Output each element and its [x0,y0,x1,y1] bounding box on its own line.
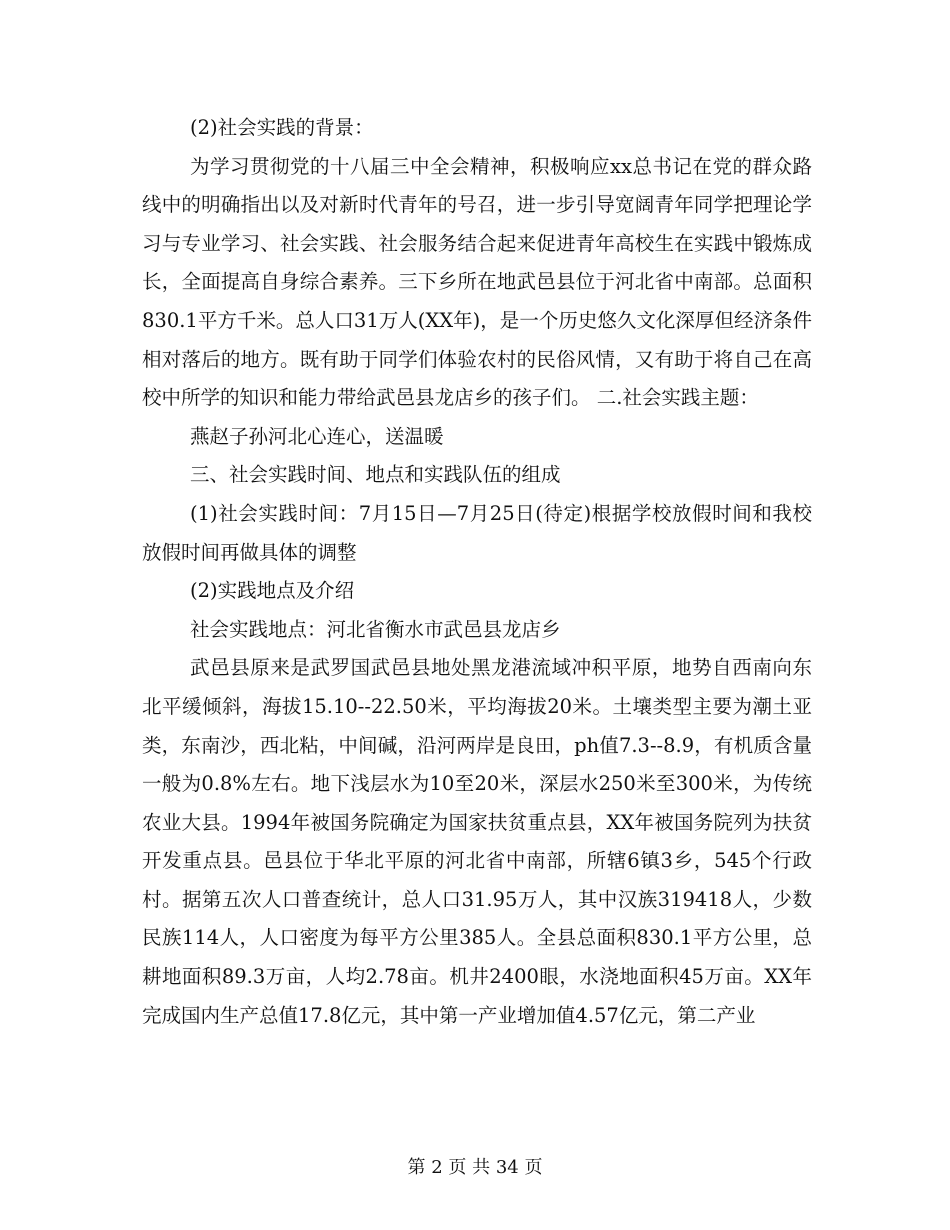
paragraph-background-text: 为学习贯彻党的十八届三中全会精神，积极响应xx总书记在党的群众路线中的明确指出以及对新时代青年的号召，进一步引导宽阔青年同学把理论学习与专业学习、社会实践、社会服务结合起来促进青年高校生在实践中锻炼成长，全面提高自身综合素养。三下乡所在地武邑县位于河北省中南部。总面积830.1平方千米。总人口31万人(XX年)，是一个历史悠久文化深厚但经济条件相对落后的地方。既有助于同学们体验农村的民俗风情，又有助于将自己在高校中所学的知识和能力带给武邑县龙店乡的孩子们。 二.社会实践主题： [142,154,812,410]
document-body [142,109,812,1035]
paragraph-background-heading: (2)社会实践的背景： [190,116,374,139]
page-footer: 第 2 页 共 34 页 [407,1157,543,1178]
paragraph-location-heading: (2)实践地点及介绍 [190,579,355,603]
paragraph-location: 社会实践地点：河北省衡水市武邑县龙店乡 [190,617,561,641]
paragraph-section-three-heading: 三、社会实践时间、地点和实践队伍的组成 [190,463,561,487]
paragraph-county-intro: 武邑县原来是武罗国武邑县地处黑龙港流域冲积平原，地势自西南向东北平缓倾斜，海拔15.10--22.50米，平均海拔20米。土壤类型主要为潮土亚类，东南沙，西北粘，中间碱，沿河两岸是良田，ph值7.3--8.9，有机质含量一般为0.8%左右。地下浅层水为10至20米，深层水250米至300米，为传统农业大县。1994年被国务院确定为国家扶贫重点县，XX年被国务院列为扶贫开发重点县。邑县位于华北平原的河北省中南部，所辖6镇3乡，545个行政村。据第五次人口普查统计，总人口31.95万人，其中汉族319418人，少数民族114人，人口密度为每平方公里385人。全县总面积830.1平方公里，总耕地面积89.3万亩，人均2.78亩。机井2400眼，水浇地面积45万亩。XX年完成国内生产总值17.8亿元，其中第一产业增加值4.57亿元，第二产业 [142,656,812,1027]
paragraph-practice-time: (1)社会实践时间：7月15日—7月25日(待定)根据学校放假时间和我校放假时间再做具体的调整 [142,501,812,564]
paragraph-theme: 燕赵子孙河北心连心，送温暖 [190,424,444,448]
